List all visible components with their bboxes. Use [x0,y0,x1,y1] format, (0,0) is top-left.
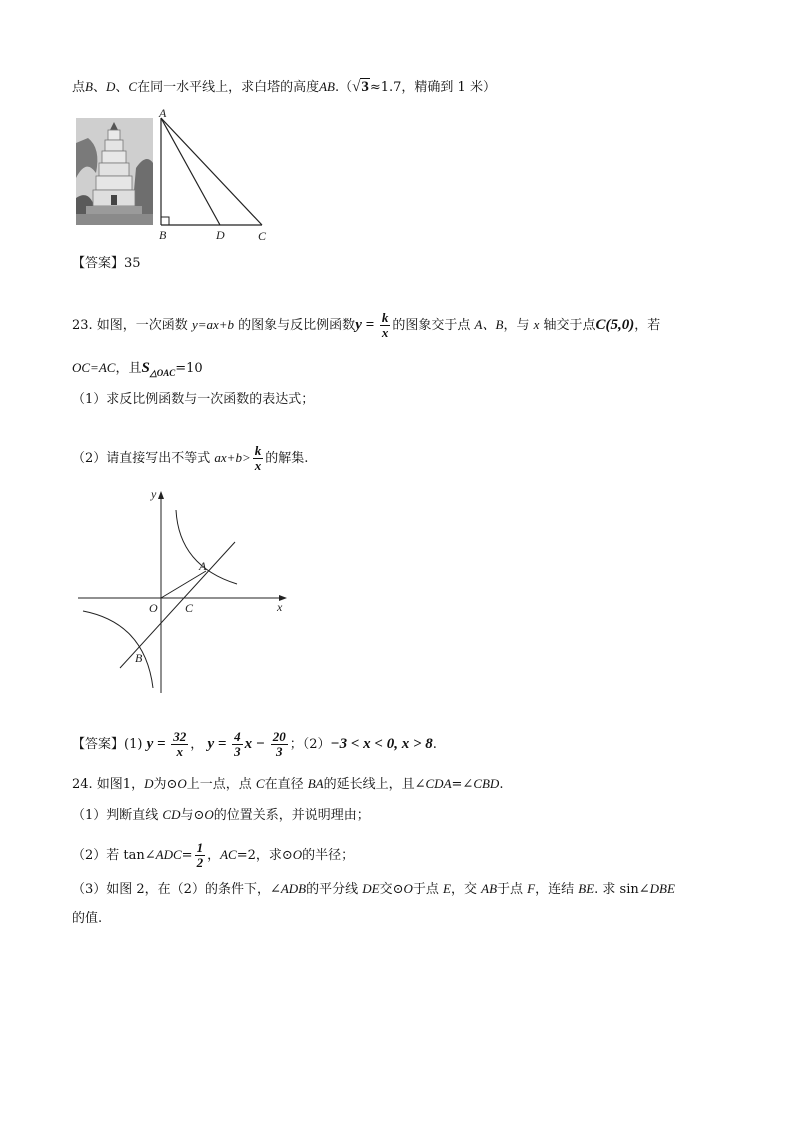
q23-part2: （2）请直接写出不等式 ax+b> $\frac{k}{x}$ 的解集. [72,443,309,473]
label-o: O [149,601,158,615]
segment-ab: AB [319,79,335,94]
y-axis-arrow [158,491,164,499]
label-d: D [216,228,225,242]
q22-answer: 【答案】35 [72,256,141,271]
fraction-1-over-2: $\frac{1}{2}$ [196,840,204,870]
inequality-solution: −3 < x < 0, x > 8 [330,736,433,752]
right-angle-mark [161,217,169,225]
q24-part1: （1）判断直线 CD与⊙O的位置关系，并说明理由； [72,807,370,823]
q24-part3-cont: 的值. [72,911,103,926]
q24-part2: （2）若 tan∠ADC= $\frac{1}{2}$ ，AC=2，求⊙O的半径； [72,840,355,870]
white-tower-photo [76,118,153,225]
fraction-32-over-x: $\frac{32}{x}$ [173,729,187,759]
label-b: B [135,651,143,665]
white-tower-illustration [76,118,153,225]
point-c: C [128,79,138,94]
fraction-20-over-3: $\frac{20}{3}$ [272,729,286,759]
label-b: B [159,228,167,242]
sqrt-three: √3 [352,79,369,95]
fraction-4-over-3: $\frac{4}{3}$ [234,729,241,759]
label-y: y [151,488,157,501]
q23-line1: 23. 如图，一次函数 y=ax+b 的图象与反比例函数y = $\frac{k}{x}$ 的图象交于点 A、B，与 x 轴交于点C(5,0)，若 [72,310,661,340]
label-a: A [159,108,167,120]
fraction-k-over-x-2: $\frac{k}{x}$ [254,443,262,473]
label-a: A [199,559,207,573]
point-d: D [105,79,116,94]
linear-function-line [120,542,235,668]
label-x: x [277,600,283,614]
segment-oa [161,571,206,598]
q23-function-graph [75,488,290,698]
q23-answer: 【答案】(1) y = $\frac{32}{x}$ ， y = $\frac{4}{3}$ x − $\frac{20}{3}$ ；（2）−3 < x < 0, x > 8. [72,729,437,759]
q24-part3: （3）如图 2，在（2）的条件下，∠ADB的平分线 DE交⊙O于点 E，交 AB于点 F，连结 BE. 求 sin∠DBE [72,881,675,897]
q23-part1: （1）求反比例函数与一次函数的表达式； [72,392,315,407]
q22-statement: 点B、D、C在同一水平线上，求白塔的高度AB.（√3≈1.7，精确到 1 米） [72,79,496,95]
label-c: C [258,229,267,243]
label-c: C [185,601,194,615]
point-c-coord: C(5,0) [595,317,635,333]
point-b: B [85,79,93,94]
q24-line1: 24. 如图1，D为⊙O上一点，点 C在直径 BA的延长线上，且∠CDA=∠CBD. [72,776,504,792]
area-symbol: $S_{\triangle OAC}$ [141,360,176,378]
hyperbola-branch-3 [83,611,153,688]
fraction-k-over-x: $\frac{k}{x}$ [381,310,389,340]
q23-line2: OC=AC，且$S_{\triangle OAC}=10$ [72,360,203,378]
q22-triangle-figure [155,108,275,243]
